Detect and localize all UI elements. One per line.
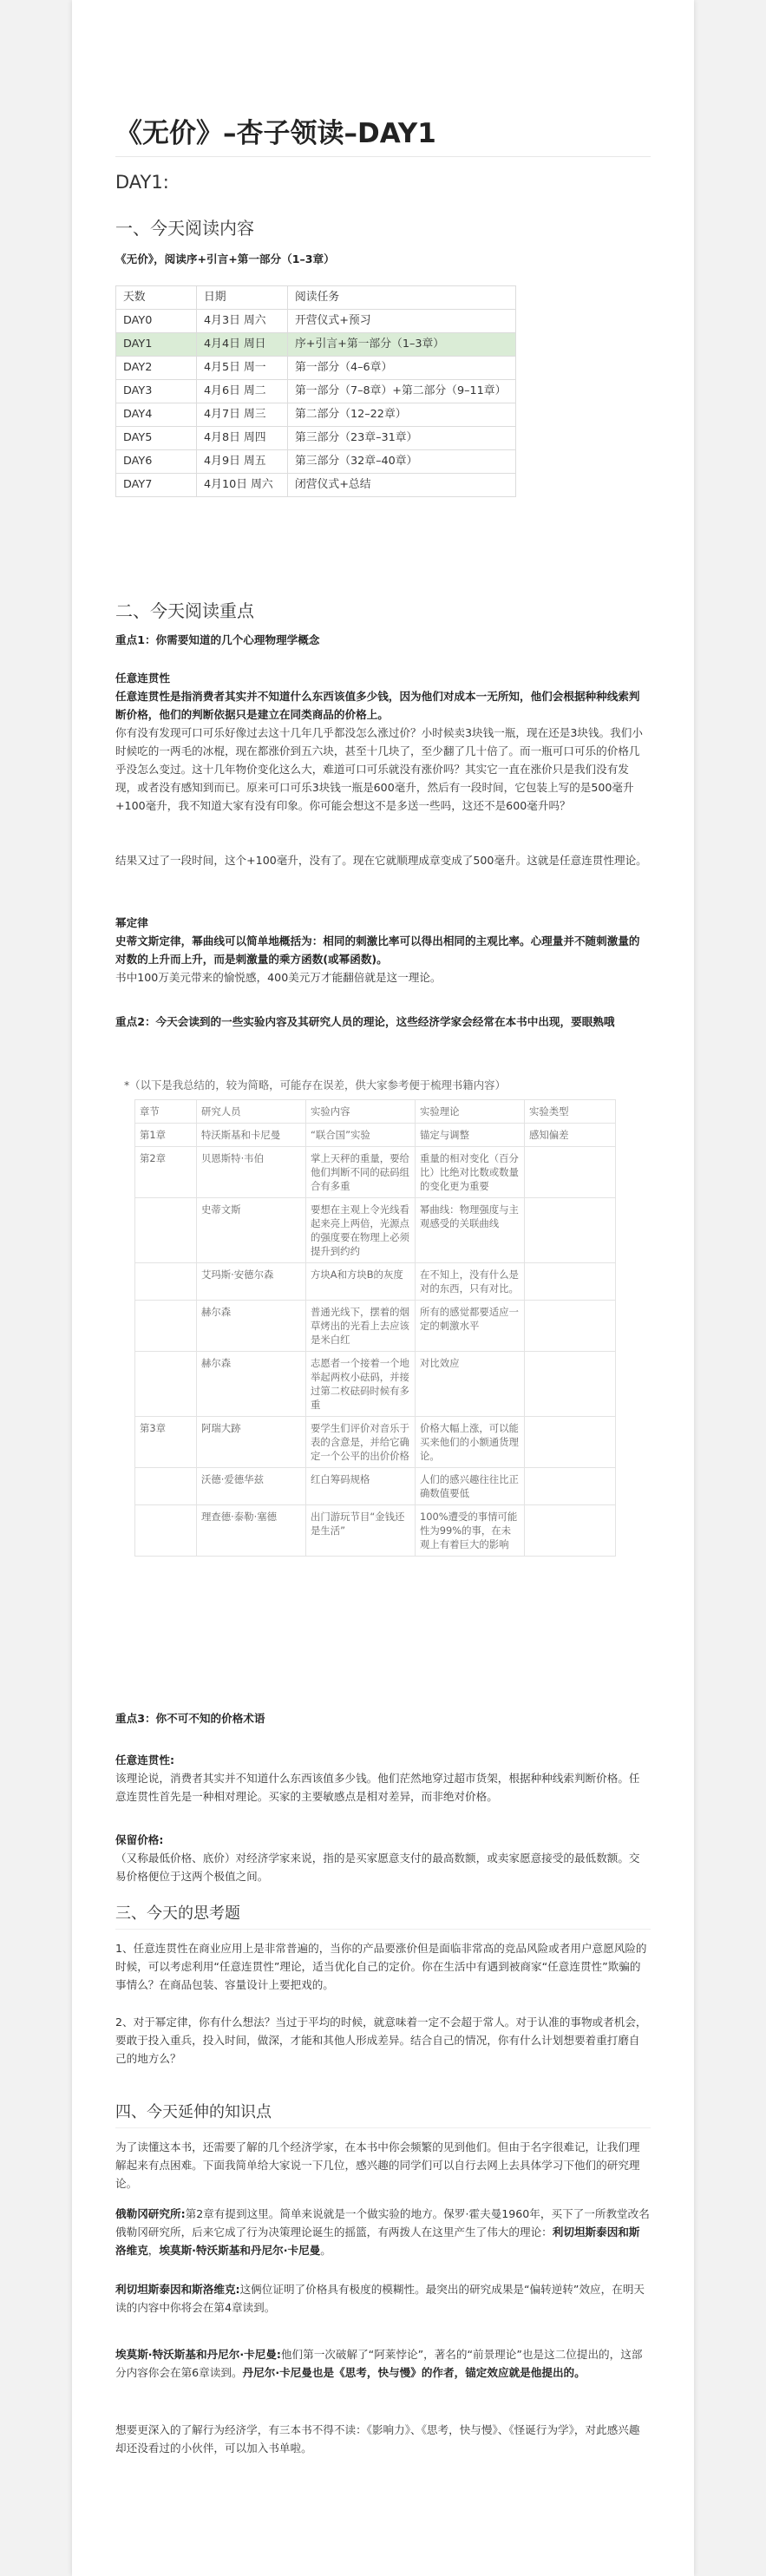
table-cell: 特沃斯基和卡尼曼 — [197, 1124, 306, 1147]
table-header-row — [135, 1100, 616, 1124]
concept-title: 幂定律 — [115, 916, 148, 929]
table-cell: 普通光线下，摆着的烟草烤出的光看上去应该是米白红 — [306, 1301, 416, 1352]
separator-text: ， — [147, 2244, 160, 2257]
table-cell: 要想在主观上令光线看起来亮上两倍，光源点的强度要在物理上必须提升到约约 — [306, 1198, 416, 1263]
table-cell: 要学生们评价对音乐于表的含意是，并给它确定一个公平的出价价格 — [306, 1417, 416, 1468]
table-header-cell: 研究人员 — [197, 1100, 306, 1124]
table-cell: 方块A和方块B的灰度 — [306, 1263, 416, 1301]
table-cell: 4月3日 周六 — [197, 310, 288, 333]
table-cell: 赫尔森 — [197, 1352, 306, 1417]
knowledge-text: 这俩位证明了价格具有极度的模糊性。最突出的研究成果是“偏转逆转”效应，在明天读的内容中你将会在第4章读到。 — [115, 2283, 645, 2314]
table-cell: 4月9日 周五 — [197, 450, 288, 474]
table-cell: 阿瑞大跡 — [197, 1417, 306, 1468]
table-cell: 4月10日 周六 — [197, 474, 288, 497]
section-4-heading: 四、今天延伸的知识点 — [115, 2100, 651, 2128]
table-cell — [525, 1301, 616, 1352]
table-cell: 重量的相对变化（百分比）比绝对比数或数量的变化更为重要 — [416, 1147, 525, 1198]
table-cell: 感知偏差 — [525, 1124, 616, 1147]
table-cell: 100%遭受的事情可能性为99%的事，在未观上有着巨大的影响 — [416, 1505, 525, 1557]
section-3-heading: 三、今天的思考题 — [115, 1901, 651, 1930]
knowledge-intro: 为了读懂这本书，还需要了解的几个经济学家，在本书中你会频繁的见到他们。但由于名字很难记，让我们理解起来有点困难。下面我简单给大家说一下几位，感兴趣的同学们可以自行去网上去具体学习下他们的研究理论。 — [115, 2140, 640, 2190]
table-row — [135, 1263, 616, 1301]
table-cell — [135, 1505, 197, 1557]
knowledge-label: 埃莫斯·特沃斯基和丹尼尔·卡尼曼: — [115, 2348, 281, 2361]
table-header-cell: 天数 — [116, 286, 197, 310]
table-cell: 幂曲线：物理强度与主观感受的关联曲线 — [416, 1198, 525, 1263]
knowledge-highlight: 丹尼尔·卡尼曼也是《思考，快与慢》的作者，锚定效应就是他提出的。 — [242, 2366, 586, 2379]
term-definition: （又称最低价格、底价）对经济学家来说，指的是买家愿意支付的最高数额，或卖家愿意接受的最低数额。交易价格便位于这两个极值之间。 — [115, 1852, 640, 1883]
question-1: 1、任意连贯性在商业应用上是非常普遍的，当你的产品要涨价但是面临非常高的竞品风险或者用户意愿风险的时候，可以考虑利用“任意连贯性”理论，适当优化自己的定价。你在生活中有遇到被商家“任意连贯性”欺骗的事情么？在商品包装、容量设计上要把戏的。 — [115, 1942, 647, 1991]
experiment-summary-figure — [124, 1077, 619, 1557]
table-cell — [525, 1198, 616, 1263]
table-cell: 第二部分（12–22章） — [288, 403, 516, 427]
table-cell: 4月7日 周三 — [197, 403, 288, 427]
table-cell: 红白筹码规格 — [306, 1468, 416, 1505]
table-cell: 志愿者一个接着一个地举起两枚小砝码，并接过第二枚砝码时候有多重 — [306, 1352, 416, 1417]
term-definition: 该理论说，消费者其实并不知道什么东西该值多少钱。他们茫然地穿过超市货架，根据种种线索判断价格。任意连贯性首先是一种相对理论。买家的主要敏感点是相对差异，而非绝对价格。 — [115, 1772, 640, 1803]
table-cell — [525, 1417, 616, 1468]
knowledge-outro: 想要更深入的了解行为经济学，有三本书不得不读：《影响力》、《思考，快与慢》、《怪诞行为学》，对此感兴趣却还没看过的小伙伴，可以加入书单啦。 — [115, 2423, 640, 2455]
table-cell — [525, 1352, 616, 1417]
term-title: 任意连贯性: — [115, 1753, 175, 1766]
page-title: 《无价》–杏子领读–DAY1 — [115, 111, 651, 157]
table-cell: 人们的感兴趣往往比正确数值要低 — [416, 1468, 525, 1505]
table-cell: 序+引言+第一部分（1–3章） — [288, 333, 516, 357]
knowledge-highlight: 利切坦斯泰因和斯洛维克 — [115, 2225, 640, 2257]
table-row — [135, 1124, 616, 1147]
table-cell: 所有的感觉都要适应一定的刺激水平 — [416, 1301, 525, 1352]
table-header-cell: 阅读任务 — [288, 286, 516, 310]
table-header-cell: 章节 — [135, 1100, 197, 1124]
table-cell: 第三部分（32章–40章） — [288, 450, 516, 474]
figure-caption: *（以下是我总结的，较为简略，可能存在误差，供大家参考便于梳理书籍内容） — [124, 1078, 506, 1091]
table-header-cell: 实验理论 — [416, 1100, 525, 1124]
table-cell — [525, 1263, 616, 1301]
section-1-heading: 一、今天阅读内容 — [115, 218, 254, 239]
table-cell: 第2章 — [135, 1147, 197, 1198]
table-cell: 掌上天秤的重量，要给他们判断不同的砝码组合有多重 — [306, 1147, 416, 1198]
table-cell: 第三部分（23章–31章） — [288, 427, 516, 450]
table-cell: 第一部分（7–8章）+第二部分（9–11章） — [288, 380, 516, 403]
knowledge-label: 利切坦斯泰因和斯洛维克: — [115, 2283, 240, 2296]
table-cell — [135, 1301, 197, 1352]
experiment-table — [134, 1099, 616, 1557]
table-cell: 价格大幅上涨，可以能买来他们的小额通货理论。 — [416, 1417, 525, 1468]
table-cell: 4月5日 周一 — [197, 357, 288, 380]
table-cell: 艾玛斯·安德尔森 — [197, 1263, 306, 1301]
question-2: 2、对于幂定律，你有什么想法？当过于平均的时候，就意味着一定不会超于常人。对于认准的事物或者机会，要敢于投入重兵，投入时间，做深，才能和其他人形成差异。结合自己的情况，你有什么计划想要着重打磨自己的地方么？ — [115, 2016, 647, 2065]
table-row — [116, 474, 516, 497]
table-header-cell: 日期 — [197, 286, 288, 310]
table-row — [135, 1198, 616, 1263]
table-cell: 4月8日 周四 — [197, 427, 288, 450]
concept-definition: 任意连贯性是指消费者其实并不知道什么东西该值多少钱，因为他们对成本一无所知，他们会根据种种线索判断价格，他们的判断依据只是建立在同类商品的价格上。 — [115, 690, 640, 721]
knowledge-label: 俄勒冈研究所: — [115, 2207, 186, 2220]
table-cell: 4月6日 周二 — [197, 380, 288, 403]
table-cell: 第1章 — [135, 1124, 197, 1147]
table-header-row — [116, 286, 516, 310]
table-cell — [135, 1263, 197, 1301]
knowledge-text: 他们第一次破解了“阿莱悖论”，著名的“前景理论”也是这二位提出的，这部分内容你会在第6章读到。 — [115, 2348, 643, 2379]
table-cell: “联合国”实验 — [306, 1124, 416, 1147]
table-cell: 闭营仪式+总结 — [288, 474, 516, 497]
knowledge-item — [115, 2205, 651, 2259]
day-heading: DAY1: — [115, 172, 169, 193]
key-point-3: 重点3：你不可不知的价格术语 — [115, 1712, 265, 1725]
table-cell: 锚定与调整 — [416, 1124, 525, 1147]
key-point-1: 重点1：你需要知道的几个心理物理学概念 — [115, 633, 320, 646]
table-cell: 沃德·爱德华兹 — [197, 1468, 306, 1505]
knowledge-item — [115, 2280, 651, 2317]
table-row — [116, 450, 516, 474]
table-cell — [525, 1147, 616, 1198]
table-row — [116, 357, 516, 380]
table-row — [135, 1147, 616, 1198]
table-row — [116, 380, 516, 403]
table-row — [135, 1468, 616, 1505]
knowledge-text: 第2章有提到这里。简单来说就是一个做实验的地方。保罗·霍夫曼1960年，买下了一所教堂改名俄勒冈研究所，后来它成了行为决策理论诞生的摇篮，有两拨人在这里产生了伟大的理论： — [115, 2207, 650, 2238]
table-cell: DAY6 — [116, 450, 197, 474]
table-cell — [135, 1352, 197, 1417]
table-cell: 理查德·泰勒·塞德 — [197, 1505, 306, 1557]
table-cell: 贝恩斯特·韦伯 — [197, 1147, 306, 1198]
table-header-cell: 实验内容 — [306, 1100, 416, 1124]
table-row — [116, 310, 516, 333]
schedule-table — [115, 285, 516, 497]
concept-definition: 史蒂文斯定律，幂曲线可以简单地概括为：相同的刺激比率可以得出相同的主观比率。心理量并不随刺激量的对数的上升而上升，而是刺激量的乘方函数(或幂函数)。 — [115, 934, 640, 966]
table-cell: 赫尔森 — [197, 1301, 306, 1352]
concept-paragraph: 书中100万美元带来的愉悦感，400美元万才能翻倍就是这一理论。 — [115, 971, 442, 984]
table-row — [135, 1352, 616, 1417]
knowledge-highlight: 埃莫斯·特沃斯基和丹尼尔·卡尼曼 — [159, 2244, 321, 2257]
document-page — [72, 0, 694, 2576]
table-cell: DAY7 — [116, 474, 197, 497]
table-cell: 开营仪式+预习 — [288, 310, 516, 333]
key-point-2: 重点2：今天会读到的一些实验内容及其研究人员的理论，这些经济学家会经常在本书中出现，要眼熟哦 — [115, 1015, 615, 1028]
table-cell: 出门游玩节目“金钱还是生活” — [306, 1505, 416, 1557]
table-cell: DAY3 — [116, 380, 197, 403]
table-cell: 第3章 — [135, 1417, 197, 1468]
table-cell: 第一部分（4–6章） — [288, 357, 516, 380]
table-cell: 对比效应 — [416, 1352, 525, 1417]
table-row-highlighted — [116, 333, 516, 357]
table-cell: 在不知上，没有什么是对的东西，只有对比。 — [416, 1263, 525, 1301]
table-row — [135, 1301, 616, 1352]
table-cell — [525, 1468, 616, 1505]
table-cell: DAY5 — [116, 427, 197, 450]
table-cell: DAY2 — [116, 357, 197, 380]
table-cell — [135, 1468, 197, 1505]
table-header-cell: 实验类型 — [525, 1100, 616, 1124]
table-cell: DAY4 — [116, 403, 197, 427]
table-cell: 4月4日 周日 — [197, 333, 288, 357]
concept-title: 任意连贯性 — [115, 672, 170, 685]
table-cell — [135, 1198, 197, 1263]
concept-paragraph: 结果又过了一段时间，这个+100毫升，没有了。现在它就顺理成章变成了500毫升。这就是任意连贯性理论。 — [115, 854, 647, 867]
table-cell: DAY0 — [116, 310, 197, 333]
table-cell: 史蒂文斯 — [197, 1198, 306, 1263]
table-row — [116, 427, 516, 450]
table-row — [135, 1417, 616, 1468]
table-cell — [525, 1505, 616, 1557]
table-cell: DAY1 — [116, 333, 197, 357]
table-row — [135, 1505, 616, 1557]
term-title: 保留价格: — [115, 1833, 164, 1846]
knowledge-item — [115, 2345, 651, 2382]
reading-subtitle: 《无价》，阅读序+引言+第一部分（1–3章） — [115, 252, 335, 265]
end-punctuation: 。 — [320, 2244, 331, 2257]
section-2-heading: 二、今天阅读重点 — [115, 600, 254, 621]
table-row — [116, 403, 516, 427]
concept-paragraph: 你有没有发现可口可乐好像过去这十几年几乎都没怎么涨过价？小时候卖3块钱一瓶，现在还是3块钱。我们小时候吃的一两毛的冰棍，现在都涨价到五六块，甚至十几块了，至少翻了几十倍了。而一瓶可口可乐的价格几乎没怎么变过。这十几年物价变化这么大，难道可口可乐就没有涨价吗？其实它一直在涨价只是我们没有发现，或者没有感知到而已。原来可口可乐3块钱一瓶是600毫升，然后有一段时间，它包装上写的是500毫升+100毫升，我不知道大家有没有印象。你可能会想这不是多送一些吗，这还不是600毫升吗？ — [115, 726, 643, 812]
